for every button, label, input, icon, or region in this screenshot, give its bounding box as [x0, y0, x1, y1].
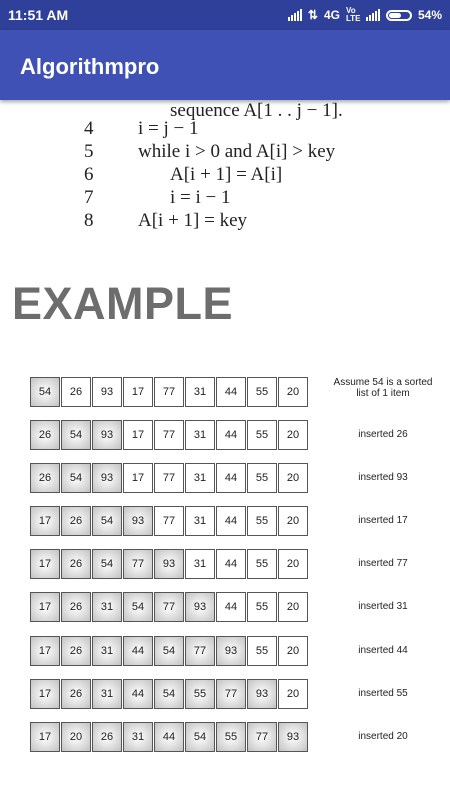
array-cell: 77: [247, 722, 277, 752]
code-line-text: i = j − 1: [138, 118, 199, 139]
array-cell: 93: [247, 679, 277, 709]
array-cell: 93: [123, 506, 153, 536]
status-icons: [288, 7, 442, 23]
code-line-text: i = i − 1: [170, 187, 231, 208]
app-title: Algorithmpro: [20, 54, 160, 79]
code-line: [84, 187, 384, 211]
array-cell: 93: [216, 636, 246, 666]
array-cell: 31: [123, 722, 153, 752]
array-cell: 31: [185, 377, 215, 407]
array-cell: 55: [247, 506, 277, 536]
array-cell: 20: [278, 420, 308, 450]
step-label: [328, 558, 438, 569]
code-line-text: A[i + 1] = A[i]: [170, 164, 283, 185]
array-cell: 77: [154, 420, 184, 450]
step-label-line1: inserted 93: [358, 472, 408, 483]
status-bar: [0, 0, 450, 30]
array-cell: 54: [185, 722, 215, 752]
array-cell: 31: [185, 463, 215, 493]
step-label: [328, 429, 438, 440]
array-cell: 44: [216, 549, 246, 579]
step-label-line1: inserted 26: [358, 429, 408, 440]
array-cell: 20: [278, 679, 308, 709]
array-cell: 20: [61, 722, 91, 752]
app-bar: [0, 30, 450, 100]
step-label-line1: inserted 55: [358, 688, 408, 699]
array-cell: 77: [154, 592, 184, 622]
step-label-line1: Assume 54 is a sorted: [333, 377, 433, 388]
array-cell: 55: [216, 722, 246, 752]
array-cell: 26: [30, 463, 60, 493]
array-cell: 26: [92, 722, 122, 752]
example-heading: EXAMPLE: [12, 278, 234, 329]
array-cell: 55: [247, 636, 277, 666]
step-label: [328, 601, 438, 612]
code-line: [84, 210, 384, 234]
signal-icon-2: [366, 9, 380, 21]
step-label: [328, 472, 438, 483]
array-cell: 31: [92, 679, 122, 709]
step-label: [328, 731, 438, 742]
array-cell: 20: [278, 377, 308, 407]
array-cell: 20: [278, 636, 308, 666]
volte-badge: Vo LTE: [345, 6, 361, 23]
array-cell: 54: [154, 679, 184, 709]
network-type: 4G: [323, 8, 340, 22]
array-cell: 54: [123, 592, 153, 622]
array-cell: 54: [61, 420, 91, 450]
code-line-number: 6: [84, 164, 94, 185]
array-cell: 77: [123, 549, 153, 579]
array-cell: 44: [216, 463, 246, 493]
step-label: [328, 515, 438, 526]
array-cell: 44: [123, 679, 153, 709]
array-cell: 54: [61, 463, 91, 493]
step-label-line1: inserted 77: [358, 558, 408, 569]
status-time: 11:51 AM: [8, 7, 69, 23]
array-cell: 17: [30, 506, 60, 536]
array-cell: 31: [92, 636, 122, 666]
code-line-text: A[i + 1] = key: [138, 210, 248, 231]
array-cell: 55: [185, 679, 215, 709]
code-line-number: 4: [84, 118, 94, 139]
battery-percent: 54%: [417, 8, 442, 22]
sort-step-row: [30, 722, 430, 754]
array-cell: 55: [247, 549, 277, 579]
code-line-text: sequence A[1 . . j − 1].: [170, 100, 343, 121]
battery-icon: [386, 10, 412, 21]
sort-step-row: [30, 377, 433, 409]
code-line-number: 5: [84, 141, 94, 162]
array-cell: 26: [61, 506, 91, 536]
array-cell: 44: [216, 506, 246, 536]
array-cell: 77: [216, 679, 246, 709]
array-cell: 77: [154, 506, 184, 536]
array-cell: 93: [92, 463, 122, 493]
code-line-number: 8: [84, 210, 94, 231]
array-cell: 17: [30, 636, 60, 666]
array-cell: 17: [30, 549, 60, 579]
array-cell: 17: [123, 463, 153, 493]
array-cell: 55: [247, 377, 277, 407]
data-transfer-icon: ⇅: [307, 8, 318, 22]
array-cell: 93: [185, 592, 215, 622]
array-cell: 26: [61, 592, 91, 622]
sort-step-row: [30, 679, 430, 711]
code-line: [84, 118, 384, 142]
array-cell: 26: [61, 679, 91, 709]
array-cell: 26: [61, 377, 91, 407]
sort-step-row: [30, 636, 430, 668]
array-cell: 17: [123, 420, 153, 450]
signal-icon: [288, 9, 302, 21]
array-cell: 44: [154, 722, 184, 752]
step-label-line1: inserted 20: [358, 731, 408, 742]
array-cell: 20: [278, 592, 308, 622]
array-cell: 55: [247, 592, 277, 622]
array-cell: 93: [92, 377, 122, 407]
step-label-line2: list of 1 item: [356, 388, 410, 399]
array-cell: 31: [185, 506, 215, 536]
step-label: [328, 377, 438, 399]
array-cell: 26: [61, 636, 91, 666]
array-cell: 54: [30, 377, 60, 407]
array-cell: 31: [185, 549, 215, 579]
sort-step-row: [30, 506, 430, 538]
array-cell: 31: [92, 592, 122, 622]
array-cell: 44: [123, 636, 153, 666]
array-cell: 17: [30, 679, 60, 709]
sort-step-row: [30, 592, 430, 624]
array-cell: 55: [247, 420, 277, 450]
array-cell: 54: [154, 636, 184, 666]
array-cell: 31: [185, 420, 215, 450]
step-label-line1: inserted 44: [358, 645, 408, 656]
sort-step-row: [30, 420, 430, 452]
array-cell: 17: [30, 592, 60, 622]
array-cell: 93: [278, 722, 308, 752]
array-cell: 77: [154, 463, 184, 493]
sort-step-row: [30, 463, 430, 495]
step-label: [328, 645, 438, 656]
code-line-number: 7: [84, 187, 94, 208]
array-cell: 44: [216, 377, 246, 407]
sort-step-row: [30, 549, 430, 581]
code-line: [84, 141, 384, 165]
array-cell: 77: [154, 377, 184, 407]
array-cell: 20: [278, 463, 308, 493]
array-cell: 17: [30, 722, 60, 752]
array-cell: 20: [278, 506, 308, 536]
array-cell: 54: [92, 549, 122, 579]
array-cell: 44: [216, 592, 246, 622]
array-cell: 77: [185, 636, 215, 666]
array-cell: 54: [92, 506, 122, 536]
step-label-line1: inserted 17: [358, 515, 408, 526]
array-cell: 44: [216, 420, 246, 450]
array-cell: 20: [278, 549, 308, 579]
array-cell: 26: [61, 549, 91, 579]
code-line-text: while i > 0 and A[i] > key: [138, 141, 336, 162]
code-line: [84, 164, 384, 188]
array-cell: 55: [247, 463, 277, 493]
array-cell: 17: [123, 377, 153, 407]
array-cell: 93: [92, 420, 122, 450]
array-cell: 93: [154, 549, 184, 579]
step-label: [328, 688, 438, 699]
step-label-line1: inserted 31: [358, 601, 408, 612]
array-cell: 26: [30, 420, 60, 450]
